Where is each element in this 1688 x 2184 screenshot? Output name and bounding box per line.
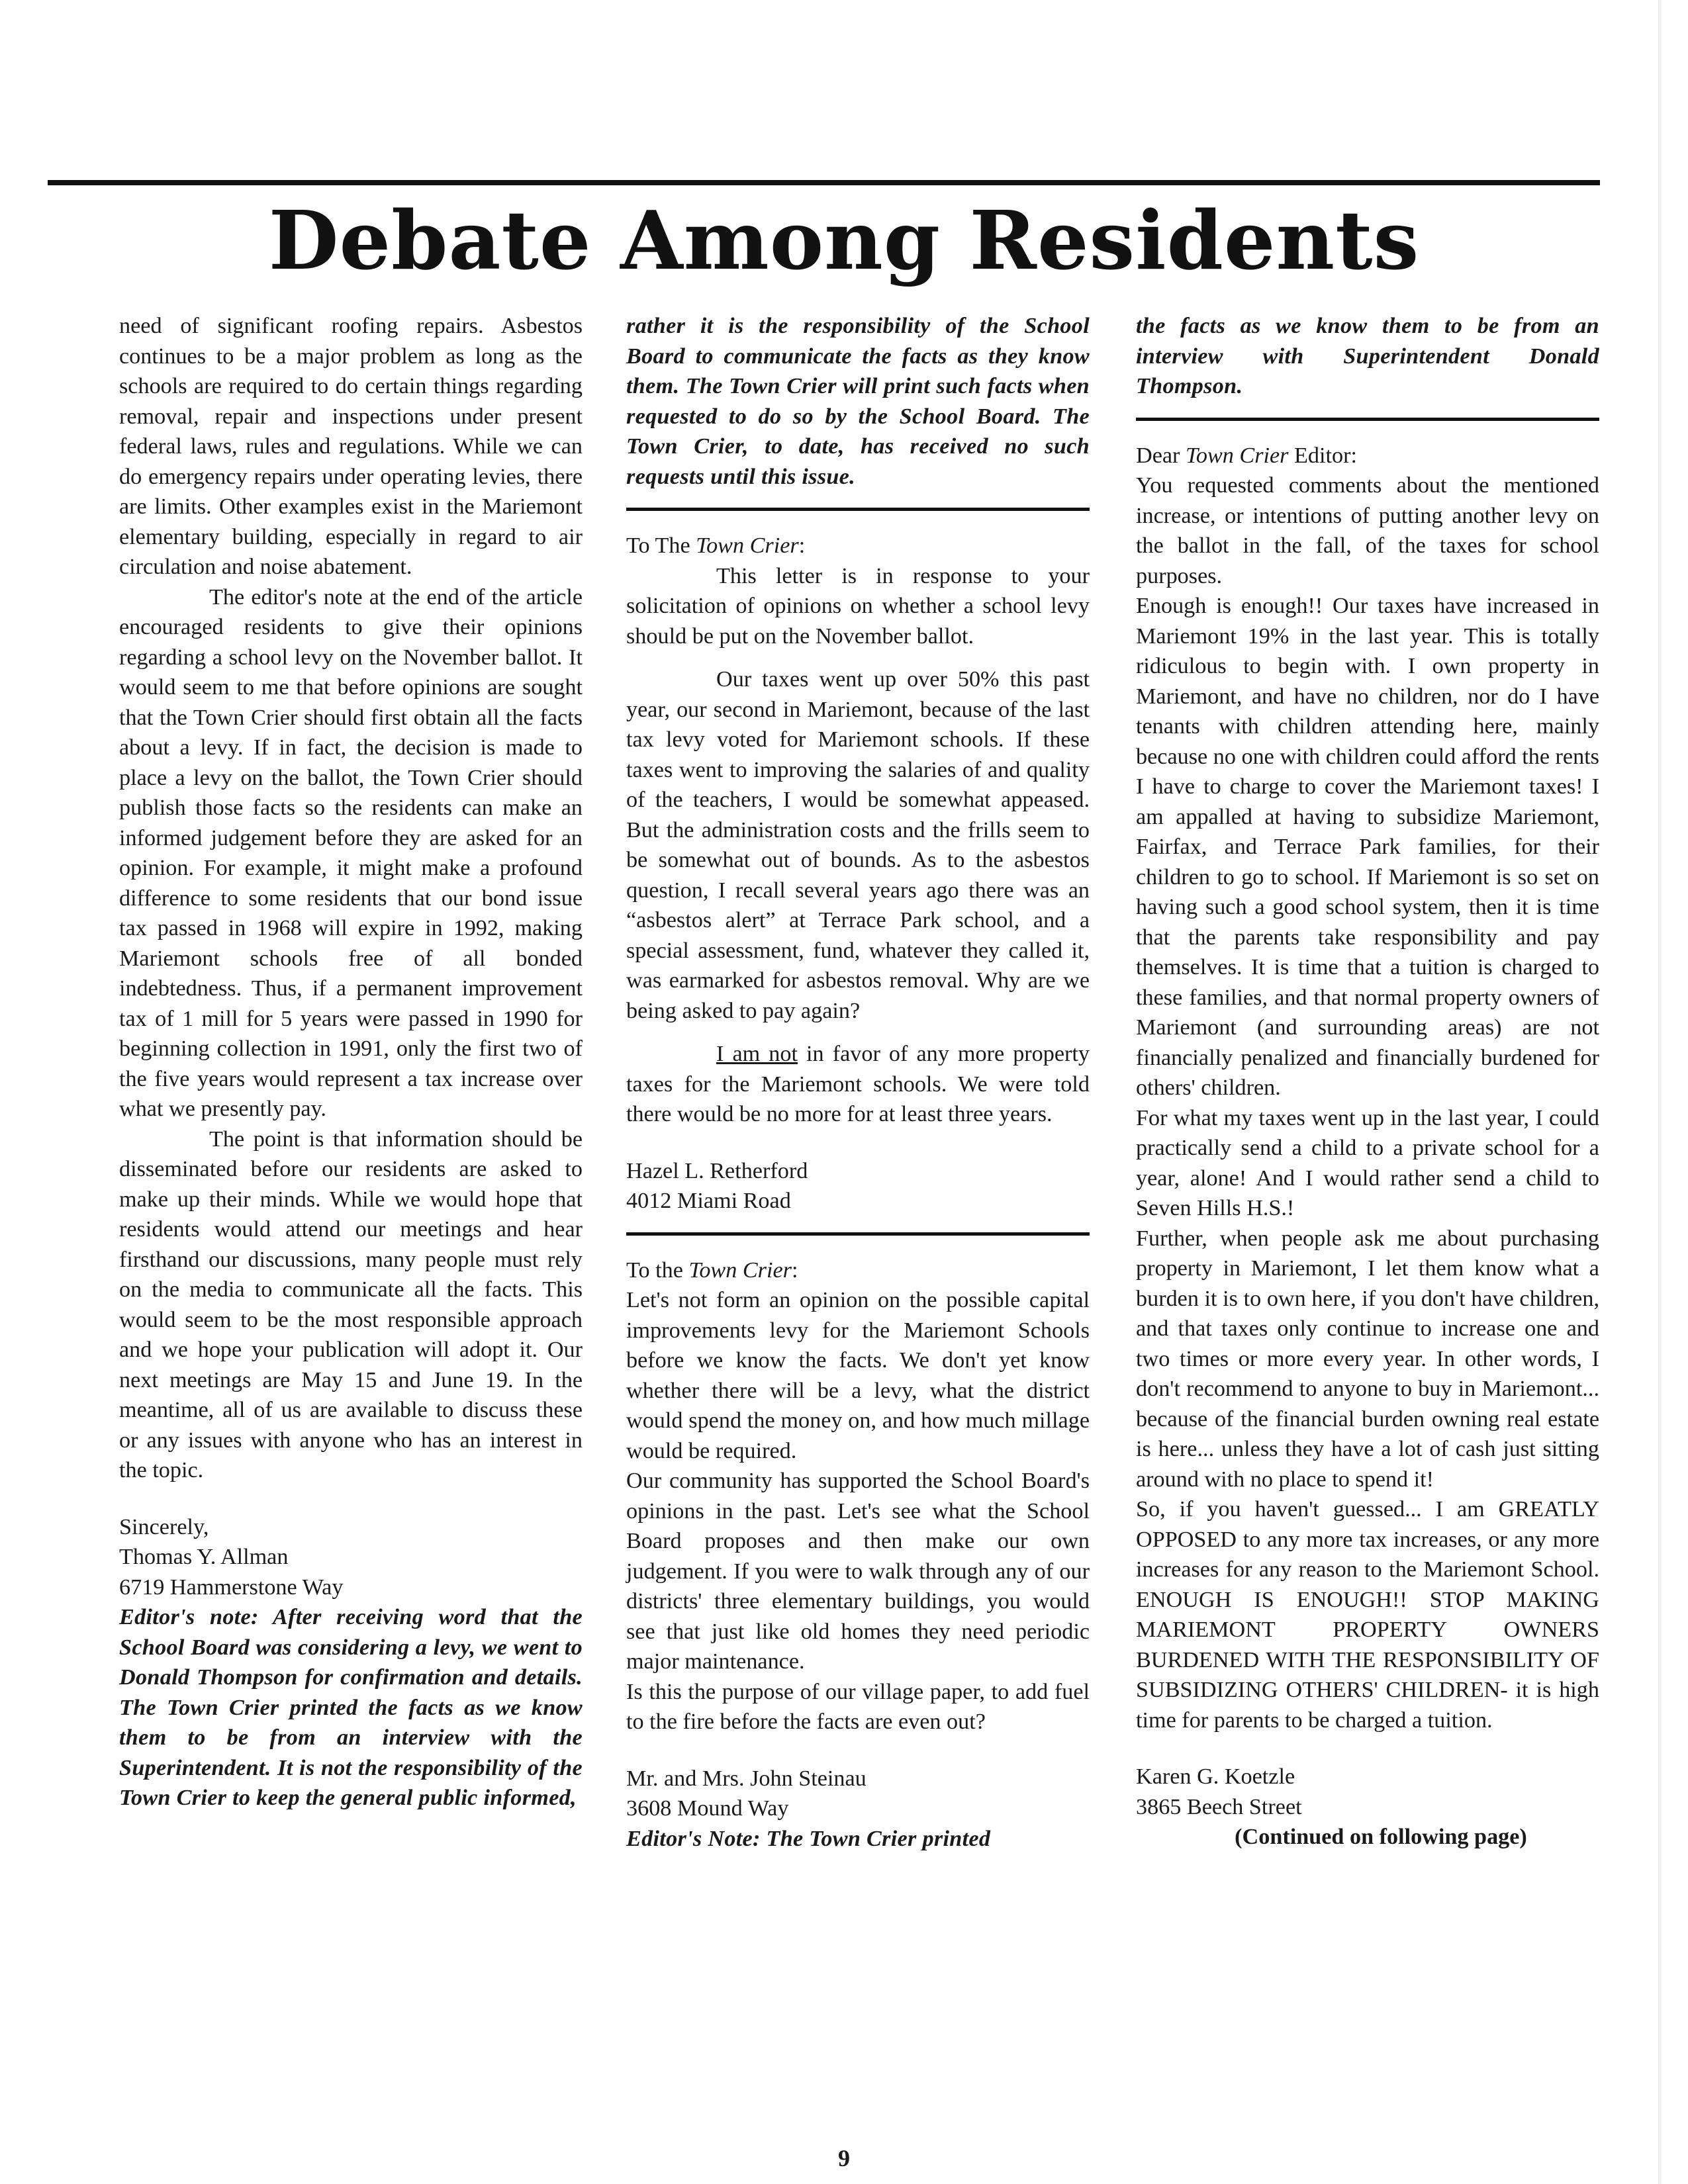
editor-note: rather it is the responsibility of the School Board to communicate the facts as they know them. The Town Crier will print such facts when requested to do so by the School Board. The Town Crier, to date, has received no such requests until this issue. — [626, 314, 1090, 489]
letter-signature-name: Mr. and Mrs. John Steinau — [626, 1766, 867, 1791]
section-divider — [626, 1232, 1090, 1236]
letter-signature-name: Thomas Y. Allman — [119, 1545, 289, 1569]
page-title: Debate Among Residents — [268, 193, 1420, 288]
column-3 — [1136, 311, 1599, 1852]
letter-signature-name: Karen G. Koetzle — [1136, 1764, 1295, 1789]
newspaper-name: Town Crier — [688, 1257, 792, 1283]
salutation-suffix: Editor: — [1288, 443, 1357, 468]
section-divider — [626, 508, 1090, 511]
paragraph: Let's not form an opinion on the possible capital improvements levy for the Mariemont Schools before we know the facts. We don't yet know whether there will be a levy, what the district would spend the money on, and how much millage would be required. — [626, 1288, 1090, 1463]
section-divider — [1136, 418, 1599, 421]
salutation-prefix: To The — [626, 533, 690, 558]
letter-signature-address: 3865 Beech Street — [1136, 1794, 1302, 1819]
newspaper-name: Town Crier — [696, 533, 799, 558]
page-edge — [1658, 0, 1662, 2184]
letter-salutation — [626, 1255, 1090, 1286]
salutation-suffix: : — [791, 1257, 798, 1283]
paragraph: Our community has supported the School Board's opinions in the past. Let's see what the School Board proposes and then make our own judgement. If you were to walk through any of our districts' three elementary buildings, you would see that just like old homes they need periodic major maintenance. — [626, 1469, 1090, 1674]
newspaper-name: Town Crier — [1185, 443, 1289, 468]
column-2 — [626, 311, 1090, 1854]
salutation-prefix: Dear — [1136, 443, 1180, 468]
page-number: 9 — [838, 2145, 850, 2171]
underlined-text: I am not — [716, 1042, 798, 1066]
paragraph-rest: in favor of any more property taxes for the Mariemont schools. We were told there would be no more for at least three years. — [626, 1042, 1090, 1126]
paragraph: Our taxes went up over 50% this past year, our second in Mariemont, because of the last tax levy voted for Mariemont schools. If these taxes went to improving the salaries of and quality of the teachers, I would be somewhat appeased. But the administration costs and the frills seem to be somewhat out of bounds. As to the asbestos question, I recall several years ago there was an “asbestos alert” at Terrace Park school, and a special assessment, fund, whatever they called it, was earmarked for asbestos removal. Why are we being asked to pay again? — [626, 667, 1090, 1023]
letter-closing: Sincerely, — [119, 1514, 209, 1539]
paragraph: This letter is in response to your solicitation of opinions on whether a school levy should be put on the November ballot. — [626, 563, 1090, 649]
paragraph: You requested comments about the mentioned increase, or intentions of putting another levy on the ballot in the fall, of the taxes for school purposes. — [1136, 473, 1599, 588]
paragraph: The editor's note at the end of the article encouraged residents to give their opinions regarding a school levy on the November ballot. It would seem to me that before opinions are sought that the Town Crier should first obtain all the facts about a levy. If in fact, the decision is made to place a levy on the ballot, the Town Crier should publish those facts so the residents can make an informed judgement before they are asked for an opinion. For example, it might make a profound difference to some residents that our bond issue tax passed in 1968 will expire in 1992, making Mariemont schools free of all bonded indebtedness. Thus, if a permanent improvement tax of 1 mill for 5 years were passed in 1990 for beginning collection in 1991, only the first two of the five years would represent a tax increase over what we presently pay. — [119, 584, 583, 1121]
continued-notice: (Continued on following page) — [1235, 1825, 1527, 1849]
letter-signature-address: 4012 Miami Road — [626, 1189, 791, 1213]
editor-note: the facts as we know them to be from an interview with Superintendent Donald Thompson. — [1136, 314, 1599, 398]
editor-note: Editor's note: After receiving word that the School Board was considering a levy, we went to Donald Thompson for confirmation and details. The Town Crier printed the facts as we know them to be from an interview with the Superintendent. It is not the responsibility of the Town Crier to keep the general public informed, — [119, 1605, 583, 1810]
column-1 — [119, 311, 583, 1813]
salutation-suffix: : — [798, 533, 806, 558]
paragraph: So, if you haven't guessed... I am GREATLY OPPOSED to any more tax increases, or any more increases for any reason to the Mariemont School. ENOUGH IS ENOUGH!! STOP MAKING MARIEMONT PROPERTY OWNERS BURDENED WITH THE RESPONSIBILITY OF SUBSIDIZING OTHERS' CHILDREN- it is high time for parents to be charged a tuition. — [1136, 1497, 1599, 1733]
paragraph: Enough is enough!! Our taxes have increased in Mariemont 19% in the last year. This is totally ridiculous to begin with. I own property in Mariemont, and have no children, nor do I have tenants with children attending here, mainly because no one with children could afford the rents I have to charge to cover the Mariemont taxes! I am appalled at having to subsidize Mariemont, Fairfax, and Terrace Park families, for their children to go to school. If Mariemont is so set on having such a good school system, then it is time that the parents take responsibility and pay themselves. It is time that a tuition is charged to these families, and that normal property owners of Mariemont (and surrounding areas) are not financially penalized and financially burdened for others' children. — [1136, 594, 1599, 1100]
letter-signature-address: 6719 Hammerstone Way — [119, 1574, 344, 1600]
editor-note: Editor's Note: The Town Crier printed — [626, 1826, 991, 1851]
paragraph: need of significant roofing repairs. Asbestos continues to be a major problem as long as the schools are required to do certain things regarding removal, repair and inspections under present federal laws, rules and regulations. While we can do emergency repairs under operating levies, there are limits. Other examples exist in the Mariemont elementary building, especially in regard to air circulation and noise abatement. — [119, 314, 583, 579]
letter-salutation — [1136, 441, 1599, 471]
paragraph: The point is that information should be disseminated before our residents are asked to make up their minds. While we would hope that residents would attend our meetings and hear firsthand our discussions, many people must rely on the media to communicate all the facts. This would seem to be the most responsible approach and we hope your publication will adopt it. Our next meetings are May 15 and June 19. In the meantime, all of us are available to discuss these or any issues with anyone who has an interest in the topic. — [119, 1126, 583, 1482]
paragraph: For what my taxes went up in the last year, I could practically send a child to a private school for a year, alone! And I would rather send a child to Seven Hills H.S.! — [1136, 1105, 1599, 1220]
salutation-prefix: To the — [626, 1257, 683, 1283]
paragraph: Further, when people ask me about purchasing property in Mariemont, I let them know what a burden it is to own here, if you don't have children, and that taxes only continue to increase one and two times or more every year. In other words, I don't recommend to anyone to buy in Mariemont... because of the financial burden owning real estate is here... unless they have a lot of cash just sitting around with no place to spend it! — [1136, 1226, 1599, 1492]
letter-signature-address: 3608 Mound Way — [626, 1796, 789, 1821]
paragraph — [626, 1039, 1090, 1130]
header-rule — [48, 180, 1600, 185]
letter-salutation — [626, 531, 1090, 561]
letter-signature-name: Hazel L. Retherford — [626, 1158, 808, 1183]
paragraph: Is this the purpose of our village paper, to add fuel to the fire before the facts are even out? — [626, 1679, 1090, 1734]
